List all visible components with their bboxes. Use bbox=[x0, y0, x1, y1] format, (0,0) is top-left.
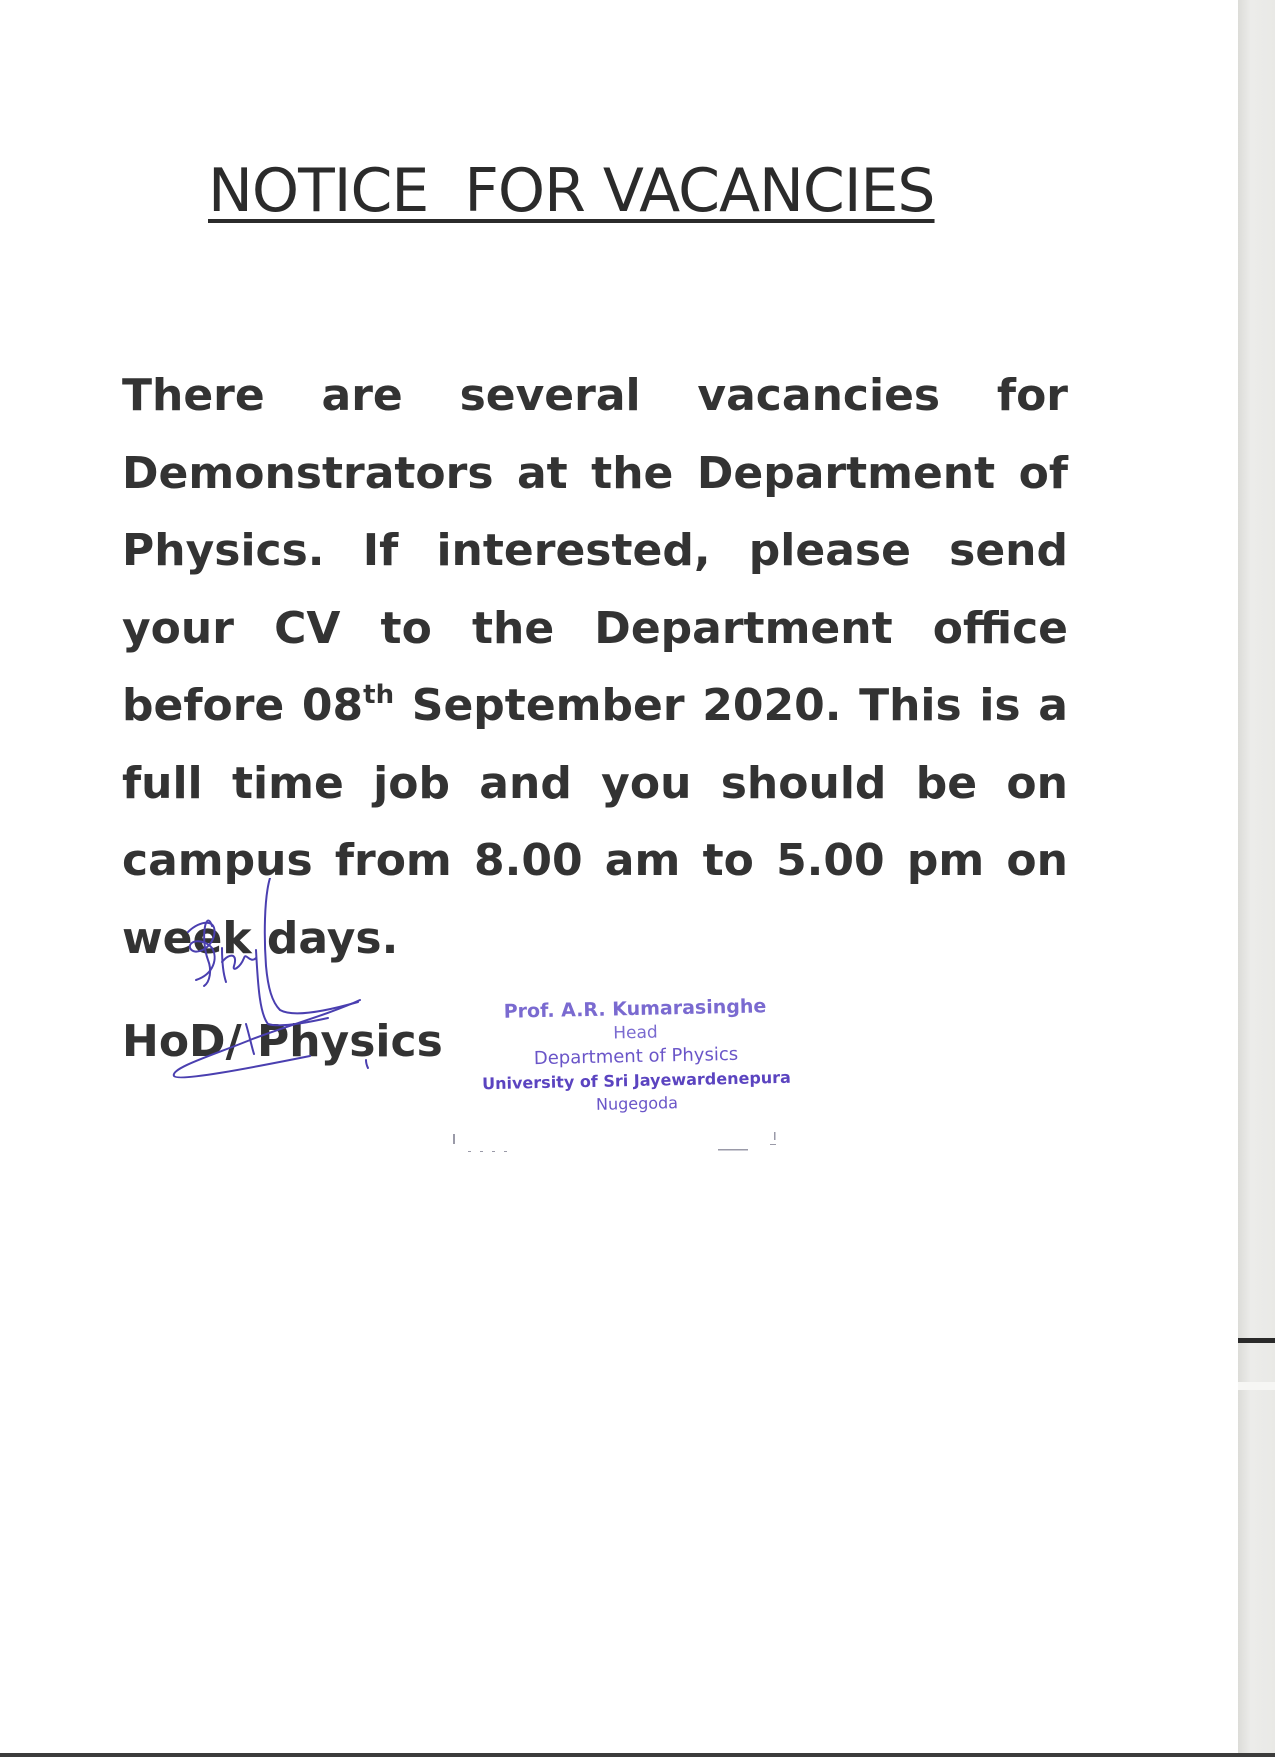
signoff-label: HoD/ Physics bbox=[122, 1016, 443, 1067]
stamp-border-residue bbox=[448, 1126, 818, 1156]
scanner-bottom-edge bbox=[0, 1753, 1275, 1757]
stamp-location: Nugegoda bbox=[595, 1093, 679, 1114]
stamp-university: University of Sri Jayewardenepura bbox=[481, 1067, 792, 1094]
stamp-name: Prof. A.R. Kumarasinghe bbox=[503, 995, 767, 1023]
handwritten-signature bbox=[160, 878, 420, 1096]
scanner-edge bbox=[1238, 0, 1275, 1757]
official-stamp bbox=[455, 992, 817, 1120]
stamp-position: Head bbox=[613, 1022, 658, 1044]
notice-body-ordinal-suffix: th bbox=[363, 680, 395, 710]
notice-body-part-2: September 2020. This is a full time job and you should be on campus from 8.00 am to 5.00 pm on week days. bbox=[122, 680, 1068, 964]
stamp-department: Department of Physics bbox=[533, 1043, 739, 1070]
scanner-edge-mark bbox=[1238, 1338, 1275, 1343]
notice-body-part-1: There are several vacancies for Demonstrators at the Department of Physics. If interested, please send your CV to the Department office before 08 bbox=[122, 370, 1068, 731]
scanner-edge-highlight bbox=[1238, 1382, 1275, 1390]
notice-title: NOTICE FOR VACANCIES bbox=[208, 156, 935, 226]
